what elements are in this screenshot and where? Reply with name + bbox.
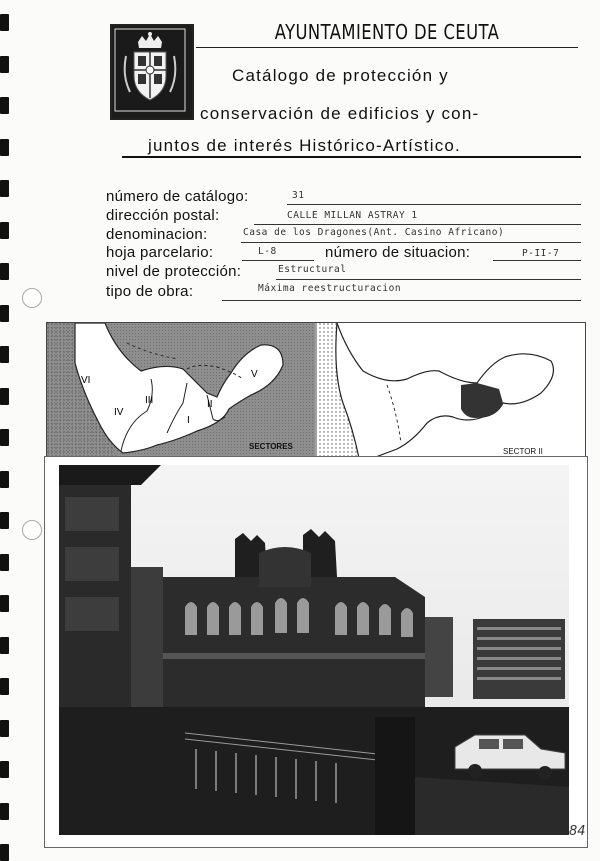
building-photograph — [44, 456, 588, 848]
heading-underline — [122, 156, 581, 158]
sector-label-vi: VI — [81, 375, 91, 386]
sector-label-ii: II — [207, 399, 213, 410]
binding-ring-mark — [0, 471, 9, 488]
ring-binding — [0, 0, 12, 860]
work-type-value: Máxima reestructuracion — [258, 283, 402, 294]
postal-address-label: dirección postal: — [106, 207, 220, 224]
situation-number-value: P-II-7 — [522, 248, 560, 259]
punch-hole — [22, 288, 42, 308]
ceuta-coat-of-arms-icon — [110, 24, 194, 120]
binding-ring-mark — [0, 720, 9, 737]
title-underline — [196, 47, 578, 48]
binding-ring-mark — [0, 305, 9, 322]
situation-number-line — [493, 260, 581, 261]
sector-label-v: V — [251, 369, 258, 380]
binding-ring-mark — [0, 222, 9, 239]
work-type-line — [222, 300, 581, 301]
protection-level-value: Estructural — [278, 264, 347, 275]
left-map-caption: SECTORES — [249, 442, 293, 451]
page-title: AYUNTAMIENTO DE CEUTA — [274, 20, 500, 44]
binding-ring-mark — [0, 346, 9, 363]
work-type-label: tipo de obra: — [106, 283, 194, 300]
catalog-heading-line2: conservación de edificios y con- — [200, 104, 480, 123]
binding-ring-mark — [0, 595, 9, 612]
right-map-caption: SECTOR II — [503, 447, 543, 456]
denomination-line — [241, 242, 581, 243]
protection-level-label: nivel de protección: — [106, 263, 242, 280]
sector-label-iii: III — [145, 395, 154, 406]
binding-ring-mark — [0, 554, 9, 571]
denomination-label: denominacion: — [106, 226, 208, 243]
binding-ring-mark — [0, 844, 9, 861]
binding-ring-mark — [0, 637, 9, 654]
postal-address-line — [254, 224, 581, 225]
sector-maps — [46, 322, 586, 459]
page-number: 84 — [569, 824, 586, 839]
binding-ring-mark — [0, 678, 9, 695]
binding-ring-mark — [0, 56, 9, 73]
binding-ring-mark — [0, 429, 9, 446]
binding-ring-mark — [0, 388, 9, 405]
parcel-sheet-value: L-8 — [258, 246, 277, 257]
denomination-value: Casa de los Dragones(Ant. Casino Africano) — [243, 227, 505, 238]
binding-ring-mark — [0, 14, 9, 31]
sector-label-iv: IV — [114, 407, 124, 418]
catalog-number-line — [287, 204, 581, 205]
catalog-heading-line3: juntos de interés Histórico-Artístico. — [148, 136, 461, 155]
punch-hole — [22, 520, 42, 540]
catalog-number-label: número de catálogo: — [106, 188, 249, 205]
protection-level-line — [276, 279, 581, 280]
sector-label-i: I — [187, 415, 190, 426]
binding-ring-mark — [0, 803, 9, 820]
binding-ring-mark — [0, 180, 9, 197]
binding-ring-mark — [0, 512, 9, 529]
situation-number-label: número de situacion: — [325, 244, 471, 261]
catalog-heading-line1: Catálogo de protección y — [232, 66, 449, 85]
binding-ring-mark — [0, 139, 9, 156]
binding-ring-mark — [0, 761, 9, 778]
postal-address-value: CALLE MILLAN ASTRAY 1 — [287, 210, 418, 221]
binding-ring-mark — [0, 97, 9, 114]
parcel-sheet-label: hoja parcelario: — [106, 244, 214, 261]
binding-ring-mark — [0, 263, 9, 280]
parcel-sheet-line — [242, 260, 314, 261]
catalog-number-value: 31 — [292, 190, 305, 201]
